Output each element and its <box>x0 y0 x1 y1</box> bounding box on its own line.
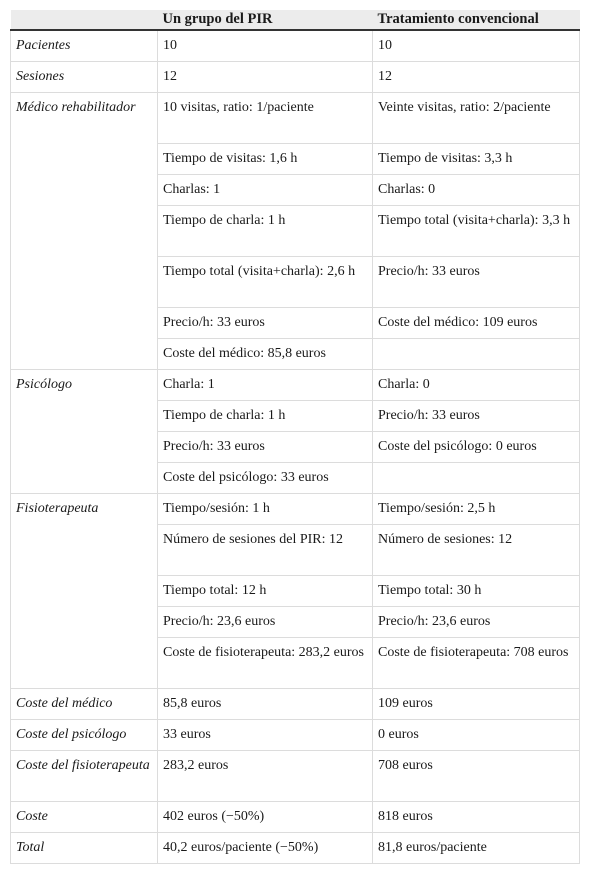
cell-pir: Coste de fisioterapeuta: 283,2 euros <box>158 638 373 689</box>
row-label: Pacientes <box>11 30 158 62</box>
cell-pir: Coste del médico: 85,8 euros <box>158 339 373 370</box>
cell-conventional: Coste de fisioterapeuta: 708 euros <box>373 638 580 689</box>
cell-pir: 40,2 euros/paciente (−50%) <box>158 833 373 864</box>
header-empty <box>11 10 158 30</box>
cell-conventional: 708 euros <box>373 751 580 802</box>
cell-conventional: 81,8 euros/paciente <box>373 833 580 864</box>
cell-pir: 85,8 euros <box>158 689 373 720</box>
cell-pir: Coste del psicólogo: 33 euros <box>158 463 373 494</box>
cell-conventional: 818 euros <box>373 802 580 833</box>
cell-conventional: Tiempo total (visita+charla): 3,3 h <box>373 206 580 257</box>
cell-pir: Precio/h: 33 euros <box>158 308 373 339</box>
cell-conventional <box>373 339 580 370</box>
header-pir: Un grupo del PIR <box>158 10 373 30</box>
cell-conventional: Tiempo total: 30 h <box>373 576 580 607</box>
cell-conventional: Número de sesiones: 12 <box>373 525 580 576</box>
cell-pir: Precio/h: 23,6 euros <box>158 607 373 638</box>
cell-conventional: Precio/h: 33 euros <box>373 401 580 432</box>
table-header-row <box>11 10 580 30</box>
cell-pir: Tiempo de charla: 1 h <box>158 206 373 257</box>
cell-pir: 283,2 euros <box>158 751 373 802</box>
cell-pir: 33 euros <box>158 720 373 751</box>
cell-pir: Charlas: 1 <box>158 175 373 206</box>
cell-conventional: Veinte visitas, ratio: 2/paciente <box>373 93 580 144</box>
cell-conventional: Charlas: 0 <box>373 175 580 206</box>
cell-pir: 10 visitas, ratio: 1/paciente <box>158 93 373 144</box>
table-row <box>11 62 580 93</box>
row-label: Psicólogo <box>11 370 158 494</box>
cell-pir: Tiempo/sesión: 1 h <box>158 494 373 525</box>
row-label: Total <box>11 833 158 864</box>
cell-pir: Charla: 1 <box>158 370 373 401</box>
row-label: Coste del fisioterapeuta <box>11 751 158 802</box>
cell-pir: Tiempo de charla: 1 h <box>158 401 373 432</box>
table-row <box>11 833 580 864</box>
cell-pir: Precio/h: 33 euros <box>158 432 373 463</box>
table-row <box>11 720 580 751</box>
cell-conventional: 109 euros <box>373 689 580 720</box>
cell-pir: 10 <box>158 30 373 62</box>
row-label: Coste <box>11 802 158 833</box>
table-row <box>11 751 580 802</box>
cell-pir: Tiempo total (visita+charla): 2,6 h <box>158 257 373 308</box>
header-conventional: Tratamiento convencional <box>373 10 580 30</box>
row-label: Sesiones <box>11 62 158 93</box>
table-row <box>11 93 580 144</box>
table-row <box>11 494 580 525</box>
table-row <box>11 370 580 401</box>
cost-comparison-table <box>10 10 580 864</box>
cell-conventional: Tiempo/sesión: 2,5 h <box>373 494 580 525</box>
cell-conventional: Tiempo de visitas: 3,3 h <box>373 144 580 175</box>
cell-pir: Número de sesiones del PIR: 12 <box>158 525 373 576</box>
cell-pir: Tiempo de visitas: 1,6 h <box>158 144 373 175</box>
cell-pir: 12 <box>158 62 373 93</box>
table-row <box>11 802 580 833</box>
cell-pir: Tiempo total: 12 h <box>158 576 373 607</box>
cell-conventional: Charla: 0 <box>373 370 580 401</box>
table-row <box>11 30 580 62</box>
cell-conventional <box>373 463 580 494</box>
cell-pir: 402 euros (−50%) <box>158 802 373 833</box>
cell-conventional: Precio/h: 33 euros <box>373 257 580 308</box>
cell-conventional: 10 <box>373 30 580 62</box>
cell-conventional: Coste del médico: 109 euros <box>373 308 580 339</box>
row-label: Fisioterapeuta <box>11 494 158 689</box>
row-label: Médico rehabilitador <box>11 93 158 370</box>
row-label: Coste del médico <box>11 689 158 720</box>
table-row <box>11 689 580 720</box>
cell-conventional: 0 euros <box>373 720 580 751</box>
row-label: Coste del psicólogo <box>11 720 158 751</box>
cell-conventional: Precio/h: 23,6 euros <box>373 607 580 638</box>
cell-conventional: Coste del psicólogo: 0 euros <box>373 432 580 463</box>
cell-conventional: 12 <box>373 62 580 93</box>
